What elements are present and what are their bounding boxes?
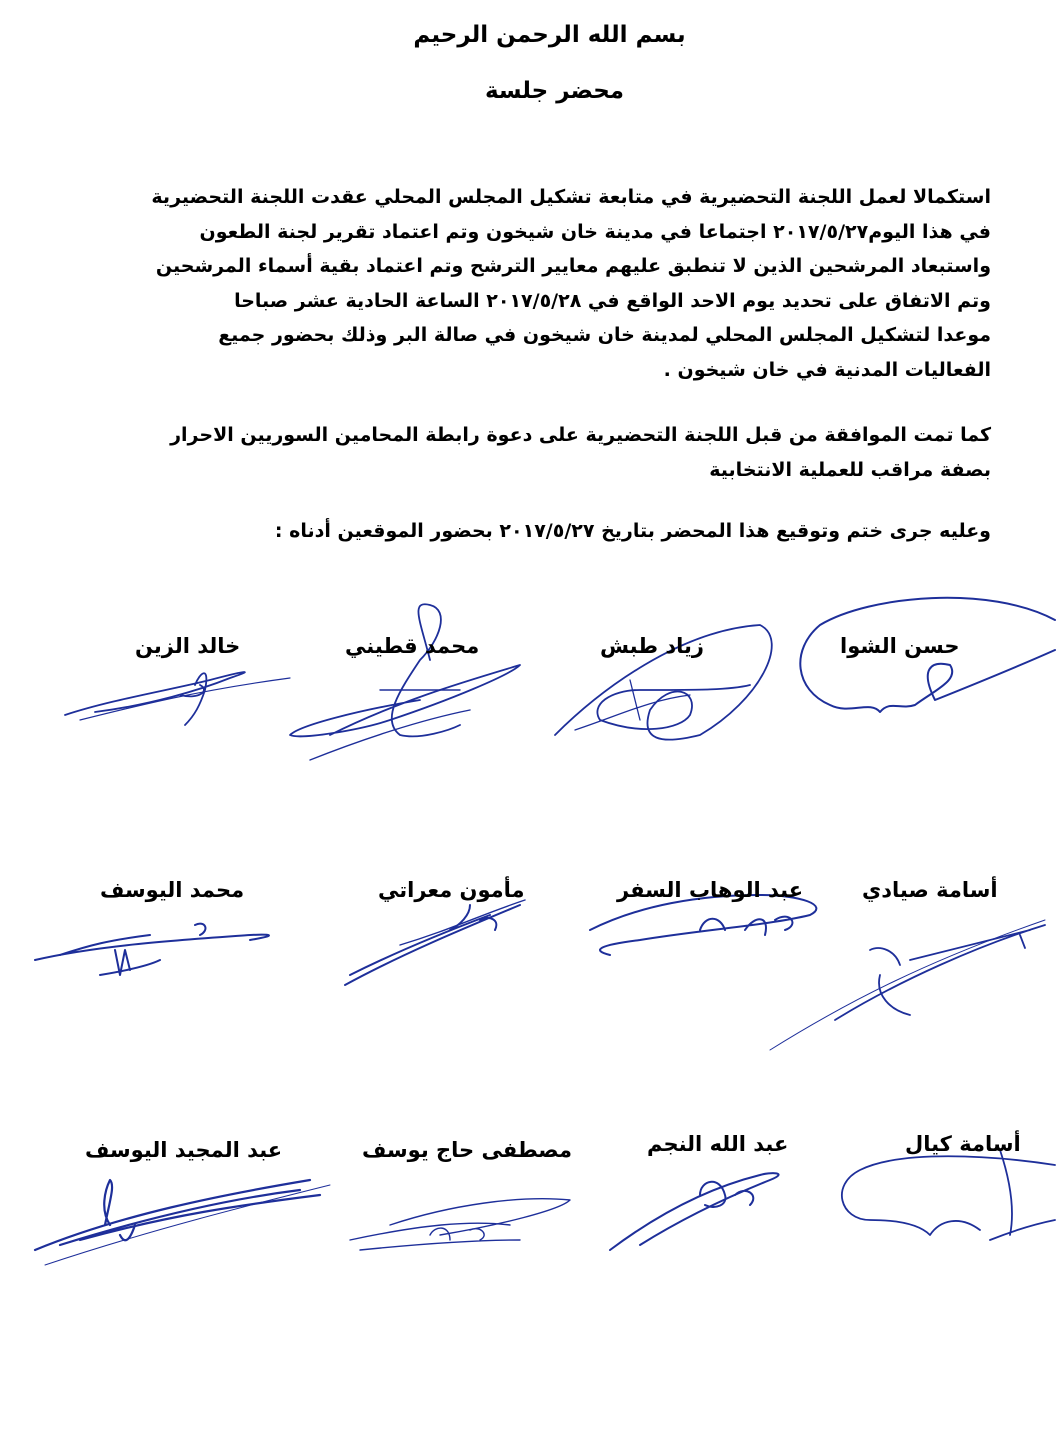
signature-osama-saiadi (770, 920, 1045, 1050)
text-line: وعليه جرى ختم وتوقيع هذا المحضر بتاريخ ٢٠١٧/٥/٢٧ بحضور الموقعين أدناه : (274, 520, 991, 542)
signatory-name: عبد الوهاب السفر (617, 878, 804, 902)
signatory-name: خالد الزين (135, 634, 241, 658)
signatory-name: أسامة كيال (905, 1132, 1021, 1156)
signature-abdullah-alnajm (610, 1173, 779, 1250)
signature-mohammad-qutaini (290, 604, 520, 760)
signatory-name: محمد قطيني (345, 634, 480, 658)
signature-mohammad-alyousef (35, 924, 269, 975)
text-line: كما تمت الموافقة من قبل اللجنة التحضيرية على دعوة رابطة المحامين السوريين الاحرار (170, 424, 991, 446)
paragraph-signing-statement (111, 514, 991, 549)
signature-khaled-alzain (65, 672, 290, 725)
text-line: استكمالا لعمل اللجنة التحضيرية في متابعة تشكيل المجلس المحلي عقدت اللجنة التحضيرية (151, 186, 991, 208)
basmala-heading: بسم الله الرحمن الرحيم (413, 22, 686, 48)
signature-mustafa-haj-yousef (350, 1199, 570, 1250)
paragraph-observer-invitation (111, 418, 991, 487)
text-line: موعدا لتشكيل المجلس المحلي لمدينة خان شيخون في صالة البر وذلك بحضور جميع (218, 324, 991, 346)
document-title: محضر جلسة (484, 78, 625, 104)
signatory-name: محمد اليوسف (100, 878, 245, 902)
signatory-name: زياد طبش (600, 634, 704, 658)
text-line: وتم الاتفاق على تحديد يوم الاحد الواقع في ٢٠١٧/٥/٢٨ الساعة الحادية عشر صباحا (234, 289, 991, 312)
paragraph-meeting-details (111, 180, 991, 387)
signatory-name: مأمون معراتي (378, 878, 525, 902)
signature-mamoun-maarati (345, 900, 525, 985)
signatory-name: أسامة صيادي (862, 878, 998, 902)
signatory-name: حسن الشوا (840, 634, 960, 658)
signatory-name: عبد المجيد اليوسف (85, 1138, 283, 1162)
signature-abdulwahab-alsafar (590, 895, 816, 955)
signatory-name: عبد الله النجم (647, 1132, 789, 1156)
text-line: الفعاليات المدنية في خان شيخون . (663, 358, 991, 381)
text-line: بصفة مراقب للعملية الانتخابية (709, 458, 991, 481)
text-line: واستبعاد المرشحين الذين لا تنطبق عليهم معايير الترشح وتم اعتماد بقية أسماء المرشحين (155, 255, 991, 277)
signature-osama-kayyal (842, 1150, 1055, 1240)
signatory-name: مصطفى حاج يوسف (362, 1138, 572, 1162)
text-line: في هذا اليوم٢٠١٧/٥/٢٧ اجتماعا في مدينة خان شيخون وتم اعتماد تقرير لجنة الطعون (199, 220, 991, 243)
signature-abdulmajeed-alyousef (35, 1180, 330, 1265)
